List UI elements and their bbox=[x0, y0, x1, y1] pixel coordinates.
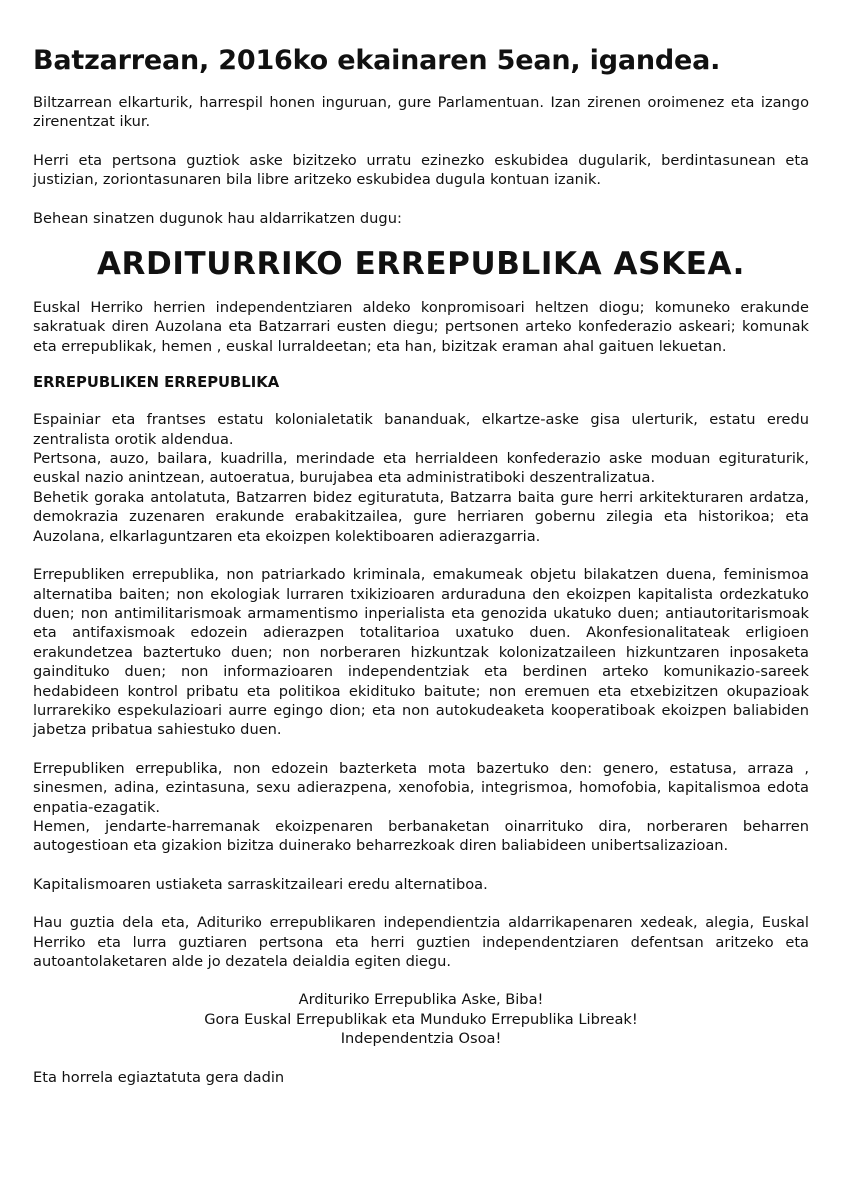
slogan-line-1: Ardituriko Errepublika Aske, Biba! bbox=[298, 991, 544, 1009]
section-heading: ERREPUBLIKEN ERREPUBLIKA bbox=[33, 374, 280, 392]
section-paragraph-6: Hemen, jendarte-harremanak ekoizpenaren berbanaketan oinarrituko dira, norberaren beharren autogestioan eta gizakion bizitza duinerako beharrezkoak diren baliabideen unibertsalizazioan. bbox=[33, 817, 809, 855]
intro-paragraph-1: Biltzarrean elkarturik, harrespil honen inguruan, gure Parlamentuan. Izan zirenen oroimenez eta izango zirenentzat ikur. bbox=[33, 94, 809, 131]
intro-paragraph-2: Herri eta pertsona guztiok aske bizitzeko urratu ezinezko eskubidea dugularik, berdintasunean eta justizian, zoriontasunaren bila libre aritzeko eskubidea dugula kontuan izanik. bbox=[33, 151, 809, 189]
proclamation-headline: ARDITURRIKO ERREPUBLIKA ASKEA. bbox=[96, 246, 746, 283]
section-paragraph-2: Pertsona, auzo, bailara, kuadrilla, merindade eta herrialdeen konfederazio aske moduan egituraturik, euskal nazio anintzean, autoeratua, burujabea eta administratiboki deszentralizatua. bbox=[33, 450, 809, 487]
section-paragraph-3: Behetik goraka antolatuta, Batzarren bidez egituratuta, Batzarra baita gure herri arkitekturaren ardatza, demokrazia zuzenaren erakunde erabakitzailea, gure herriaren gobernu zilegia eta historikoa; eta Auzolana, elkarlaguntzaren eta ekoizpen kolektiboaren adierazgarria. bbox=[33, 488, 809, 545]
slogan-line-2: Gora Euskal Errepublikak eta Munduko Errepublika Libreak! bbox=[204, 1010, 638, 1028]
section-paragraph-4: Errepubliken errepublika, non patriarkado kriminala, emakumeak objetu bilakatzen duena, feminismoa alternatiba baiten; non ekologiak lurraren txikizioaren arduraduna den ekoizpen kapitalista ordezkatuko duen; non antimilitarismoak armamentismo inperialista eta genozida ukatuko duen; antiautoritarismoak eta antifaxismoak edozein adierazpen totalitarioa uxatuko duen. Akonfesionalitateak erligioen erakundetzea baztertuko duen; non norberaren hizkuntzak kolonizatzaileen hizkuntzaren inposaketa gaindituko duen; non informazioaren independentziak eta berdinen arteko komunikazio-sareek hedabideen kontrol pribatu eta politikoa ekidituko baitute; non eremuen eta etxebizitzen okupazioak lurrarekiko espekulazioari aurre egingo dion; eta non autokudeaketa kooperatiboak ekoizpen baliabiden jabetza pribatua sahiestuko duen. bbox=[33, 566, 809, 739]
commitment-paragraph: Euskal Herriko herrien independentziaren aldeko konpromisoari heltzen diogu; komuneko erakunde sakratuak diren Auzolana eta Batzarrari eusten diegu; pertsonen arteko konfederazio askeari; komunak eta errepublikak, hemen , euskal lurraldeetan; eta han, bizitzak eraman ahal gaituen lekuetan. bbox=[33, 299, 809, 355]
closing-line: Eta horrela egiaztatuta gera dadin bbox=[33, 1068, 285, 1086]
section-paragraph-1: Espainiar eta frantses estatu kolonialetatik bananduak, elkartze-aske gisa ulerturik, estatu eredu zentralista orotik aldendua. bbox=[33, 411, 809, 448]
intro-paragraph-3: Behean sinatzen dugunok hau aldarrikatzen dugu: bbox=[33, 209, 402, 227]
section-paragraph-5: Errepubliken errepublika, non edozein bazterketa mota bazertuko den: genero, estatusa, arraza , sinesmen, adina, ezintasuna, sexu adierazpena, xenofobia, integrismoa, homofobia, kapitalismoa edota enpatia-ezagatik. bbox=[33, 759, 809, 816]
slogan-line-3: Independentzia Osoa! bbox=[340, 1030, 502, 1048]
alternative-paragraph: Kapitalismoaren ustiaketa sarraskitzaileari eredu alternatiboa. bbox=[33, 875, 488, 893]
call-paragraph: Hau guztia dela eta, Adituriko errepublikaren independientzia aldarrikapenaren xedeak, alegia, Euskal Herriko eta lurra guztiaren pertsona eta herri guztien independentziaren defentsan aritzeko eta autoantolaketaren alde jo dezatela deialdia egiten diegu. bbox=[33, 914, 809, 970]
document-title: Batzarrean, 2016ko ekainaren 5ean, igandea. bbox=[33, 45, 721, 76]
